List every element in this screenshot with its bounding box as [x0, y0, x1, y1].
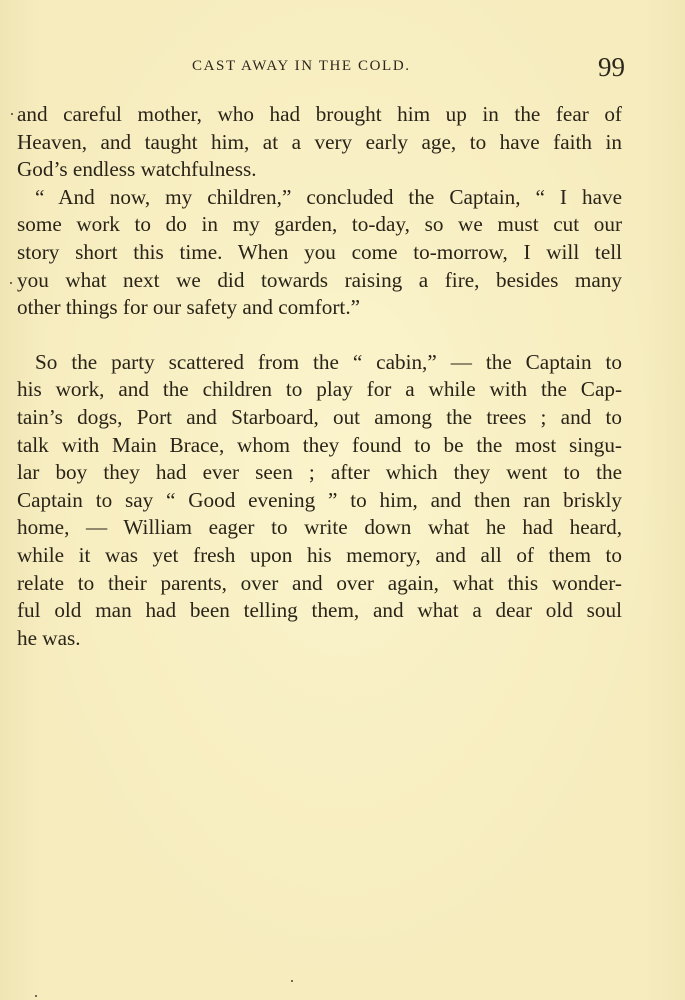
paper-speck — [291, 980, 293, 982]
text-line: “ And now, my children,” concluded the Captain, “ I have — [35, 184, 622, 209]
text-line: God’s endless watchfulness. — [17, 157, 257, 182]
text-line: story short this time. When you come to-morrow, I will tell — [17, 239, 622, 264]
page-number: 99 — [598, 52, 625, 82]
paper-speck — [10, 282, 12, 284]
text-line: you what next we did towards raising a fire, besides many — [17, 267, 622, 292]
text-line: ful old man had been telling them, and what a dear old soul — [17, 598, 622, 623]
text-line: home, — William eager to write down what he had heard, — [17, 515, 622, 540]
paragraph-continuation — [17, 101, 622, 184]
text-line: other things for our safety and comfort.” — [17, 295, 361, 320]
text-line: tain’s dogs, Port and Starboard, out among the trees ; and to — [17, 404, 622, 429]
body-text — [17, 101, 622, 652]
text-line: lar boy they had ever seen ; after which they went to the — [17, 460, 622, 485]
text-line: while it was yet fresh upon his memory, and all of them to — [17, 542, 622, 567]
text-line: and careful mother, who had brought him up in the fear of — [17, 102, 622, 126]
text-line: his work, and the children to play for a while with the Cap- — [17, 377, 622, 402]
paragraph-captain-speech — [17, 184, 622, 322]
text-line: he was. — [17, 625, 81, 650]
text-line: Captain to say “ Good evening ” to him, and then ran briskly — [17, 487, 622, 512]
text-line: So the party scattered from the “ cabin,” — the Captain to — [35, 349, 622, 374]
text-line: some work to do in my garden, to-day, so we must cut our — [17, 212, 622, 237]
text-line: talk with Main Brace, whom they found to be the most singu- — [17, 432, 622, 457]
paper-speck — [35, 995, 37, 997]
running-head: CAST AWAY IN THE COLD. — [192, 58, 411, 74]
paper-speck — [11, 113, 13, 115]
text-line: Heaven, and taught him, at a very early age, to have faith in — [17, 129, 622, 154]
text-line: relate to their parents, over and over again, what this wonder- — [17, 570, 622, 595]
paragraph-party-scattered — [17, 349, 622, 653]
